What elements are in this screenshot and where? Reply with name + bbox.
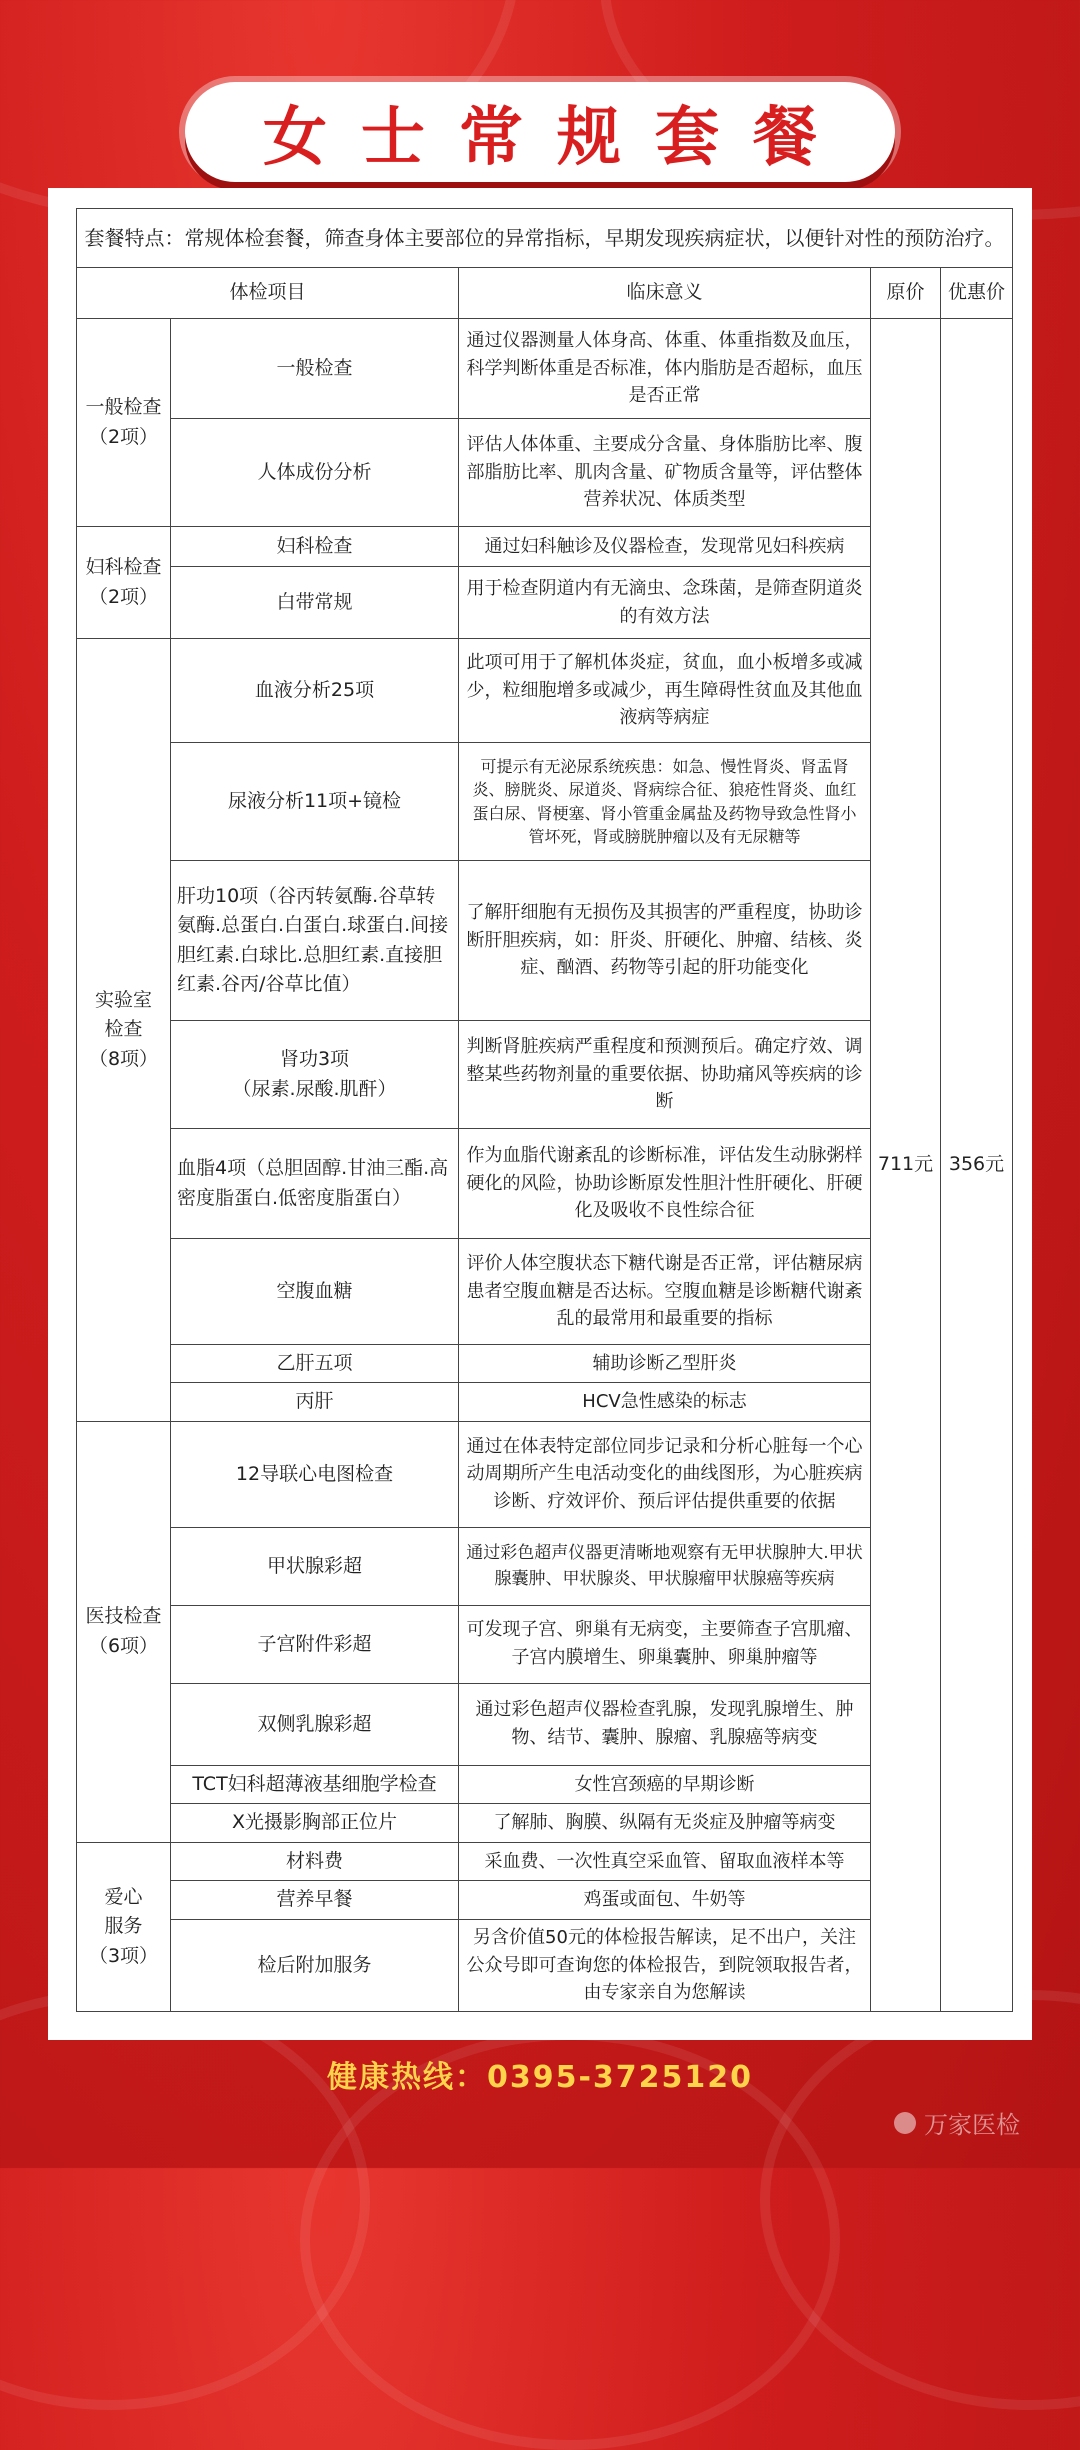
item-meaning: 通过妇科触诊及仪器检查，发现常见妇科疾病 — [459, 527, 871, 567]
category-general: 一般检查 （2项） — [77, 319, 171, 527]
item-name: X光摄影胸部正位片 — [171, 1804, 459, 1842]
header-item: 体检项目 — [77, 268, 459, 319]
item-meaning: 通过仪器测量人体身高、体重、体重指数及血压，科学判断体重是否标准，体内脂肪是否超标，血压是否正常 — [459, 319, 871, 419]
title-banner — [185, 82, 895, 182]
item-meaning: 通过彩色超声仪器更清晰地观察有无甲状腺肿大.甲状腺囊肿、甲状腺炎、甲状腺瘤甲状腺癌等疾病 — [459, 1527, 871, 1605]
item-meaning: 可提示有无泌尿系统疾患：如急、慢性肾炎、肾盂肾炎、膀胱炎、尿道炎、肾病综合征、狼疮性肾炎、血红蛋白尿、肾梗塞、肾小管重金属盐及药物导致急性肾小管坏死，肾或膀胱肿瘤以及有无尿糖等 — [459, 743, 871, 861]
item-name: 肾功3项 （尿素.尿酸.肌酐） — [171, 1021, 459, 1129]
item-name: 白带常规 — [171, 567, 459, 639]
item-name: 甲状腺彩超 — [171, 1527, 459, 1605]
item-meaning: 采血费、一次性真空采血管、留取血液样本等 — [459, 1842, 871, 1880]
item-meaning: 作为血脂代谢紊乱的诊断标准，评估发生动脉粥样硬化的风险，协助诊断原发性胆汁性肝硬化、肝硬化及吸收不良性综合征 — [459, 1129, 871, 1239]
page-title: 女士常规套餐 — [263, 101, 851, 175]
item-meaning: 评价人体空腹状态下糖代谢是否正常，评估糖尿病患者空腹血糖是否达标。空腹血糖是诊断糖代谢紊乱的最常用和最重要的指标 — [459, 1239, 871, 1345]
original-price: 711元 — [871, 319, 941, 2012]
item-meaning: 可发现子宫、卵巢有无病变，主要筛查子宫肌瘤、子宫内膜增生、卵巢囊肿、卵巢肿瘤等 — [459, 1605, 871, 1683]
item-name: 12导联心电图检查 — [171, 1421, 459, 1527]
item-name: 双侧乳腺彩超 — [171, 1683, 459, 1765]
header-meaning: 临床意义 — [459, 268, 871, 319]
item-name: 检后附加服务 — [171, 1919, 459, 2012]
item-meaning: 另含价值50元的体检报告解读，足不出户，关注公众号即可查询您的体检报告，到院领取报告者，由专家亲自为您解读 — [459, 1919, 871, 2012]
category-tech: 医技检查 （6项） — [77, 1421, 171, 1842]
item-name: 空腹血糖 — [171, 1239, 459, 1345]
item-name: 子宫附件彩超 — [171, 1605, 459, 1683]
health-hotline: 健康热线：0395-3725120 — [326, 2060, 754, 2095]
item-name: 材料费 — [171, 1842, 459, 1880]
category-gynecology: 妇科检查 （2项） — [77, 527, 171, 639]
item-meaning: 女性宫颈癌的早期诊断 — [459, 1765, 871, 1803]
item-name: 肝功10项（谷丙转氨酶.谷草转氨酶.总蛋白.白蛋白.球蛋白.间接胆红素.白球比.总胆红素.直接胆红素.谷丙/谷草比值） — [171, 861, 459, 1021]
category-care: 爱心 服务 （3项） — [77, 1842, 171, 2012]
item-name: 乙肝五项 — [171, 1345, 459, 1383]
item-meaning: 判断肾脏疾病严重程度和预测预后。确定疗效、调整某些药物剂量的重要依据、协助痛风等疾病的诊断 — [459, 1021, 871, 1129]
package-intro: 套餐特点：常规体检套餐，筛查身体主要部位的异常指标，早期发现疾病症状，以便针对性的预防治疗。 — [77, 209, 1013, 268]
discount-price: 356元 — [941, 319, 1013, 2012]
item-name: 血脂4项（总胆固醇.甘油三酯.高密度脂蛋白.低密度脂蛋白） — [171, 1129, 459, 1239]
item-name: 血液分析25项 — [171, 639, 459, 743]
item-meaning: 了解肺、胸膜、纵隔有无炎症及肿瘤等病变 — [459, 1804, 871, 1842]
item-name: 一般检查 — [171, 319, 459, 419]
header-disc-price: 优惠价 — [941, 268, 1013, 319]
item-name: 尿液分析11项+镜检 — [171, 743, 459, 861]
item-meaning: HCV急性感染的标志 — [459, 1383, 871, 1421]
watermark-text: 万家医检 — [924, 2111, 1020, 2139]
item-name: 妇科检查 — [171, 527, 459, 567]
item-name: 丙肝 — [171, 1383, 459, 1421]
item-name: 营养早餐 — [171, 1881, 459, 1919]
item-name: TCT妇科超薄液基细胞学检查 — [171, 1765, 459, 1803]
item-meaning: 辅助诊断乙型肝炎 — [459, 1345, 871, 1383]
item-meaning: 通过在体表特定部位同步记录和分析心脏每一个心动周期所产生电活动变化的曲线图形，为心脏疾病诊断、疗效评价、预后评估提供重要的依据 — [459, 1421, 871, 1527]
account-logo-icon — [894, 2112, 916, 2134]
item-name: 人体成份分析 — [171, 419, 459, 527]
header-orig-price: 原价 — [871, 268, 941, 319]
package-table — [76, 208, 1013, 2012]
item-meaning: 用于检查阴道内有无滴虫、念珠菌，是筛查阴道炎的有效方法 — [459, 567, 871, 639]
package-sheet — [48, 188, 1032, 2040]
watermark — [894, 2105, 1020, 2140]
item-meaning: 通过彩色超声仪器检查乳腺，发现乳腺增生、肿物、结节、囊肿、腺瘤、乳腺癌等病变 — [459, 1683, 871, 1765]
item-meaning: 了解肝细胞有无损伤及其损害的严重程度，协助诊断肝胆疾病，如：肝炎、肝硬化、肿瘤、结核、炎症、酗酒、药物等引起的肝功能变化 — [459, 861, 871, 1021]
item-meaning: 评估人体体重、主要成分含量、身体脂肪比率、腹部脂肪比率、肌肉含量、矿物质含量等，评估整体营养状况、体质类型 — [459, 419, 871, 527]
category-lab: 实验室 检查 （8项） — [77, 639, 171, 1422]
item-meaning: 此项可用于了解机体炎症，贫血，血小板增多或减少，粒细胞增多或减少，再生障碍性贫血及其他血液病等病症 — [459, 639, 871, 743]
item-meaning: 鸡蛋或面包、牛奶等 — [459, 1881, 871, 1919]
